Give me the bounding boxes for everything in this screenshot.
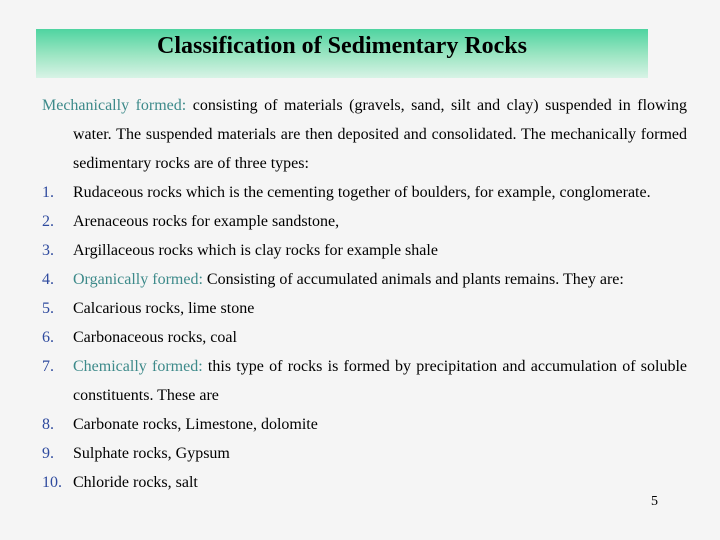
list-item — [42, 178, 687, 207]
list-item — [42, 236, 687, 265]
list-item-number: 6. — [42, 329, 54, 346]
list-item — [42, 207, 687, 236]
list-item — [42, 294, 687, 323]
list-item-text: Consisting of accumulated animals and plants remains. They are: — [202, 271, 624, 288]
slide-content — [42, 91, 687, 497]
list-item-highlight: Organically formed: — [73, 271, 203, 288]
list-item — [42, 439, 687, 468]
list-item-number: 1. — [42, 184, 54, 201]
list-item-text: Sulphate rocks, Gypsum — [73, 445, 230, 462]
page-number: 5 — [651, 494, 658, 509]
list-item-text: Carbonaceous rocks, coal — [73, 329, 237, 346]
list-item-number: 8. — [42, 416, 54, 433]
list-item-text: Carbonate rocks, Limestone, dolomite — [73, 416, 318, 433]
list-item-text: this type of rocks is formed by precipitation and accumulation of soluble constituents. These are — [73, 358, 688, 404]
list-item — [42, 352, 687, 410]
intro-highlight: Mechanically formed: — [42, 97, 187, 114]
title-bar — [36, 29, 648, 78]
list-item-number: 9. — [42, 445, 54, 462]
list-item-number: 4. — [42, 271, 54, 288]
list-item-text: Argillaceous rocks which is clay rocks for example shale — [73, 242, 438, 259]
list-item — [42, 468, 687, 497]
list-item — [42, 323, 687, 352]
list-item-text: Calcarious rocks, lime stone — [73, 300, 255, 317]
list-item-text: Arenaceous rocks for example sandstone, — [73, 213, 340, 230]
slide-title: Classification of Sedimentary Rocks — [157, 33, 527, 59]
intro-text: consisting of materials (gravels, sand, silt and clay) suspended in flowing water. The suspended materials are then deposited and consolidated. The mechanically formed sedimentary rocks are of three types: — [73, 97, 688, 172]
list-item-text: Chloride rocks, salt — [73, 474, 198, 491]
list-item — [42, 410, 687, 439]
list-item-number: 5. — [42, 300, 54, 317]
numbered-list — [42, 178, 687, 497]
intro-paragraph — [42, 91, 687, 178]
list-item-text: Rudaceous rocks which is the cementing together of boulders, for example, conglomerate. — [73, 184, 651, 201]
list-item-highlight: Chemically formed: — [73, 358, 203, 375]
list-item-number: 7. — [42, 358, 54, 375]
list-item-number: 3. — [42, 242, 54, 259]
list-item — [42, 265, 687, 294]
list-item-number: 2. — [42, 213, 54, 230]
list-item-number: 10. — [42, 474, 62, 491]
